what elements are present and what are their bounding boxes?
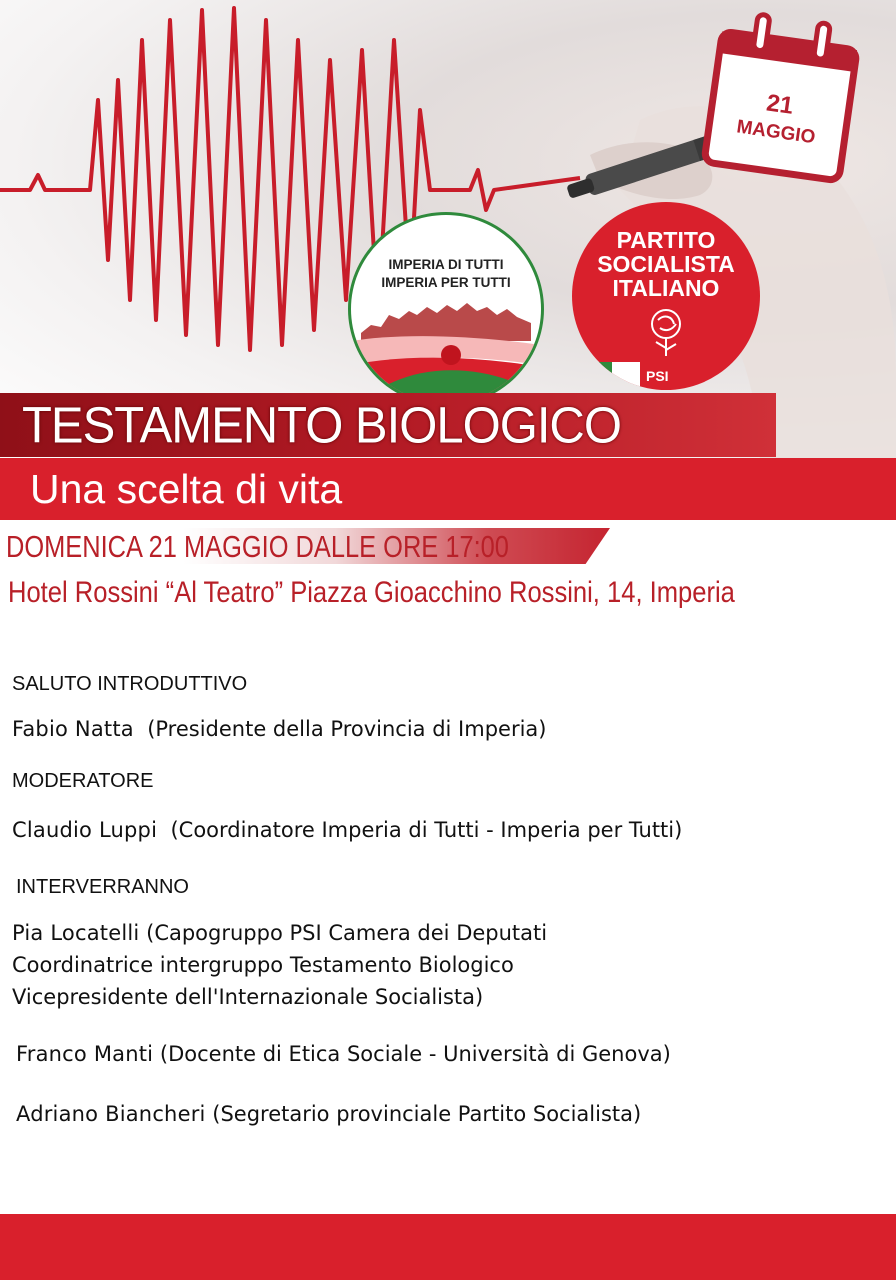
imperia-di-tutti-logo — [348, 212, 544, 406]
speaker-entry — [16, 1038, 671, 1070]
speaker-name: Franco Manti — [16, 1042, 154, 1066]
speaker-role: (Coordinatore Imperia di Tutti - Imperia per Tutti) — [170, 818, 683, 842]
page-subtitle: Una scelta di vita — [30, 466, 343, 512]
logo-line-2: IMPERIA PER TUTTI — [381, 275, 511, 290]
calendar-day: 21 — [764, 89, 795, 120]
psi-logo-line-3: ITALIANO — [612, 275, 720, 301]
speaker-role: (Docente di Etica Sociale - Università di Genova) — [159, 1042, 671, 1066]
logo-line-1: IMPERIA DI TUTTI — [388, 257, 504, 272]
speaker-name: Fabio Natta — [12, 717, 134, 741]
speaker-name: Claudio Luppi — [12, 818, 158, 842]
page-title: TESTAMENTO BIOLOGICO — [22, 397, 621, 454]
psi-badge: PSI — [646, 368, 669, 384]
psi-logo-line-2: SOCIALISTA — [597, 251, 735, 277]
speaker-entry — [16, 1098, 641, 1130]
moderator-heading: MODERATORE — [12, 770, 154, 792]
speaker-role: (Segretario provinciale Partito Socialista) — [212, 1102, 642, 1126]
speaker-name: Pia Locatelli — [12, 921, 140, 945]
city-skyline-icon — [351, 215, 541, 405]
speaker-name: Adriano Biancheri — [16, 1102, 206, 1126]
speaker-role-line: Vicepresidente dell'Internazionale Socialista) — [12, 985, 484, 1009]
event-date: DOMENICA 21 MAGGIO DALLE ORE 17:00 — [6, 529, 509, 564]
speaker-role: (Presidente della Provincia di Imperia) — [147, 717, 547, 741]
moderator-speaker — [12, 814, 682, 846]
speakers-heading: INTERVERRANNO — [16, 876, 189, 898]
intro-speaker — [12, 713, 546, 745]
psi-logo-line-1: PARTITO — [616, 227, 716, 253]
intro-heading: SALUTO INTRODUTTIVO — [12, 673, 248, 695]
speaker-role-line: Coordinatrice intergruppo Testamento Biologico — [12, 953, 514, 977]
footer-band — [0, 1214, 896, 1280]
rose-icon — [572, 202, 760, 390]
psi-logo — [572, 202, 760, 390]
speaker-entry — [12, 917, 547, 1013]
event-venue: Hotel Rossini “Al Teatro” Piazza Gioacchino Rossini, 14, Imperia — [8, 576, 735, 609]
speaker-role: (Capogruppo PSI Camera dei Deputati — [146, 921, 548, 945]
calendar-month: MAGGIO — [735, 116, 817, 149]
